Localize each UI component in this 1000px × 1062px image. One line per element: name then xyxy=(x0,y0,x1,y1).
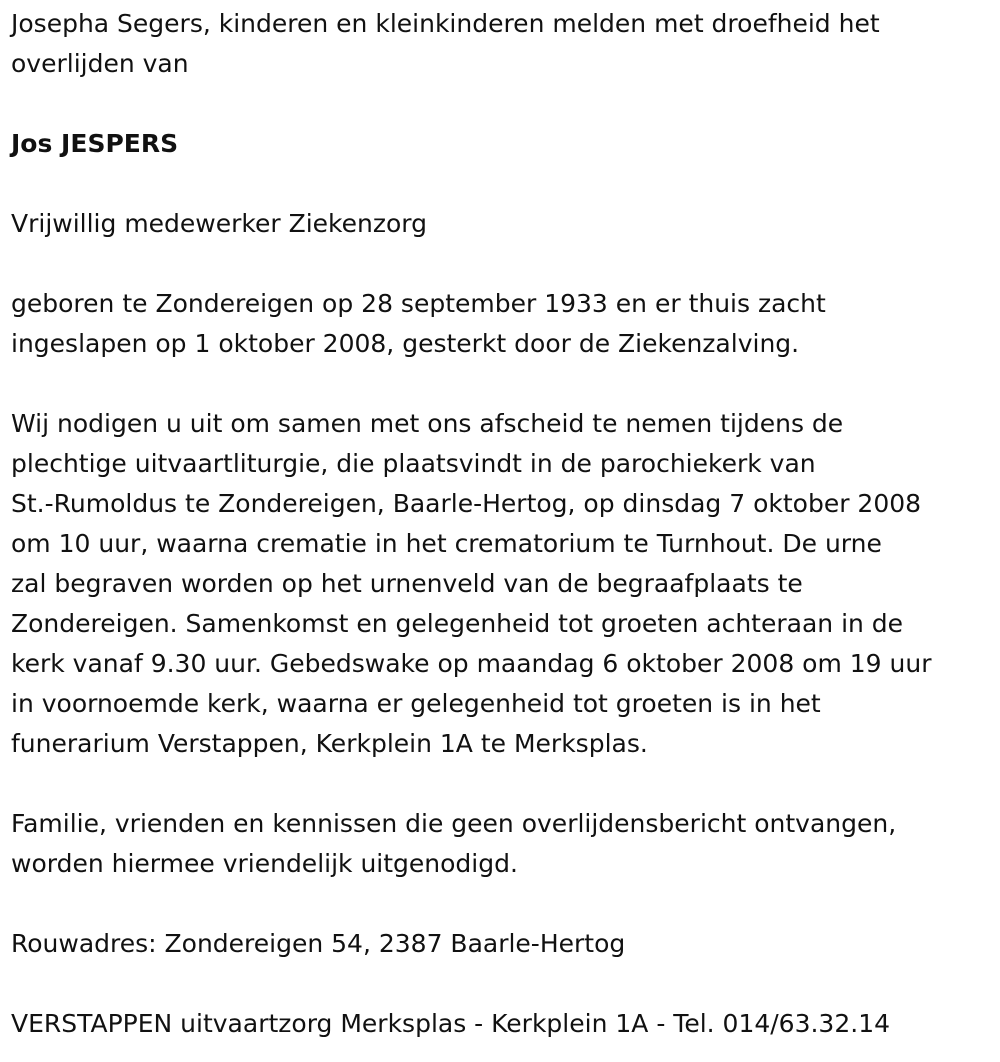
invitation-line: in voornoemde kerk, waarna er gelegenheid tot groeten is in het xyxy=(11,689,821,718)
volunteer-role: Vrijwillig medewerker Ziekenzorg xyxy=(11,209,427,238)
birth-death-line: ingeslapen op 1 oktober 2008, gesterkt door de Ziekenzalving. xyxy=(11,329,800,358)
mourning-address: Rouwadres: Zondereigen 54, 2387 Baarle-Hertog xyxy=(11,929,626,958)
intro-line: overlijden van xyxy=(11,49,189,78)
birth-death-line: geboren te Zondereigen op 28 september 1933 en er thuis zacht xyxy=(11,289,826,318)
invitation-line: plechtige uitvaartliturgie, die plaatsvindt in de parochiekerk van xyxy=(11,449,816,478)
family-invite-paragraph xyxy=(11,804,996,884)
invitation-line: om 10 uur, waarna crematie in het crematorium te Turnhout. De urne xyxy=(11,529,882,558)
invitation-paragraph xyxy=(11,404,996,764)
invitation-line: zal begraven worden op het urnenveld van de begraafplaats te xyxy=(11,569,803,598)
invitation-line: Zondereigen. Samenkomst en gelegenheid tot groeten achteraan in de xyxy=(11,609,904,638)
funeral-home-contact: VERSTAPPEN uitvaartzorg Merksplas - Kerkplein 1A - Tel. 014/63.32.14 xyxy=(11,1009,891,1038)
family-invite-line: worden hiermee vriendelijk uitgenodigd. xyxy=(11,849,518,878)
invitation-line: Wij nodigen u uit om samen met ons afscheid te nemen tijdens de xyxy=(11,409,844,438)
deceased-name: Jos JESPERS xyxy=(11,129,179,158)
family-invite-line: Familie, vrienden en kennissen die geen overlijdensbericht ontvangen, xyxy=(11,809,897,838)
invitation-line: St.-Rumoldus te Zondereigen, Baarle-Hertog, op dinsdag 7 oktober 2008 xyxy=(11,489,922,518)
intro-line: Josepha Segers, kinderen en kleinkinderen melden met droefheid het xyxy=(11,9,880,38)
invitation-line: kerk vanaf 9.30 uur. Gebedswake op maandag 6 oktober 2008 om 19 uur xyxy=(11,649,932,678)
intro-paragraph xyxy=(11,4,996,84)
birth-death-paragraph xyxy=(11,284,996,364)
invitation-line: funerarium Verstappen, Kerkplein 1A te Merksplas. xyxy=(11,729,648,758)
death-notice xyxy=(11,4,996,1044)
